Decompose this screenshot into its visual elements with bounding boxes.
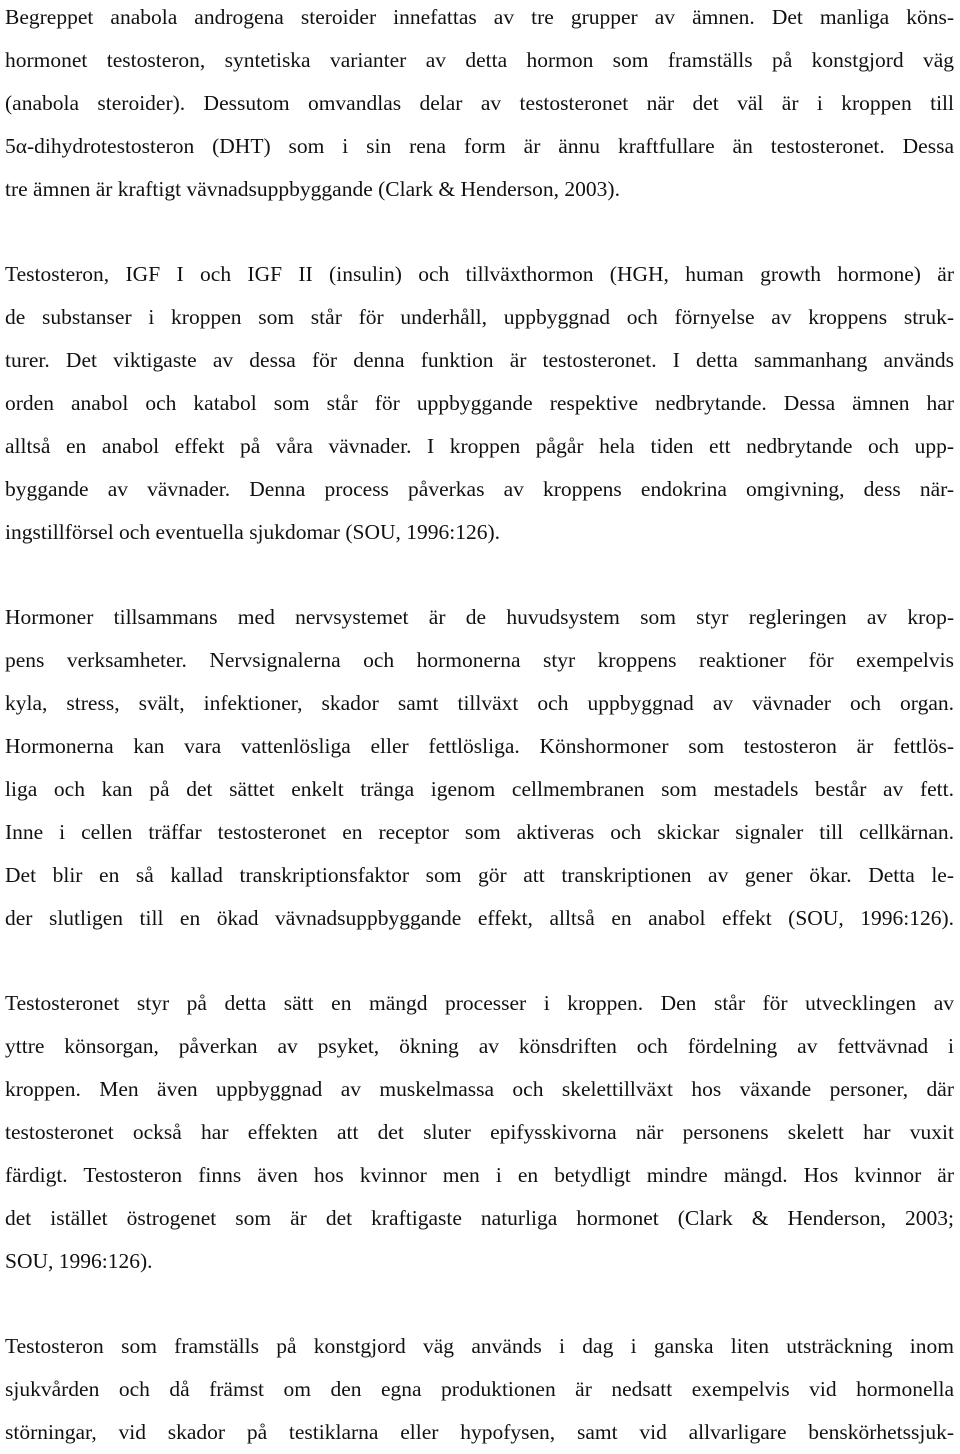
text-line: Hormonerna kan vara vattenlösliga eller fettlösliga. Könshormoner som testosteron är fettlös- — [5, 734, 954, 758]
text-line: Testosteronet styr på detta sätt en mängd processer i kroppen. Den står för utvecklingen av — [5, 991, 954, 1015]
text-line: tre ämnen är kraftigt vävnadsuppbyggande (Clark & Henderson, 2003). — [5, 177, 620, 201]
text-line: Det blir en så kallad transkriptionsfaktor som gör att transkriptionen av gener ökar. Detta le- — [5, 863, 954, 887]
text-line: kroppen. Men även uppbyggnad av muskelmassa och skelettillväxt hos växande personer, där — [5, 1077, 954, 1101]
text-line: störningar, vid skador på testiklarna eller hypofysen, samt vid allvarligare benskörhetssjuk- — [5, 1420, 954, 1444]
text-line: Begreppet anabola androgena steroider innefattas av tre grupper av ämnen. Det manliga köns- — [5, 5, 954, 29]
text-line: hormonet testosteron, syntetiska varianter av detta hormon som framställs på konstgjord väg — [5, 48, 954, 72]
text-line: pens verksamheter. Nervsignalerna och hormonerna styr kroppens reaktioner för exempelvis — [5, 648, 954, 672]
text-line: yttre könsorgan, påverkan av psyket, ökning av könsdriften och fördelning av fettvävnad i — [5, 1034, 954, 1058]
text-line: ingstillförsel och eventuella sjukdomar (SOU, 1996:126). — [5, 520, 501, 544]
text-line: (anabola steroider). Dessutom omvandlas delar av testosteronet när det väl är i kroppen till — [5, 91, 954, 115]
text-line: kyla, stress, svält, infektioner, skador samt tillväxt och uppbyggnad av vävnader och organ. — [5, 691, 954, 715]
text-line: der slutligen till en ökad vävnadsuppbyggande effekt, alltså en anabol effekt (SOU, 1996:126). — [5, 906, 954, 930]
text-line: Testosteron, IGF I och IGF II (insulin) och tillväxthormon (HGH, human growth hormone) är — [5, 262, 954, 286]
text-line: orden anabol och katabol som står för uppbyggande respektive nedbrytande. Dessa ämnen har — [5, 391, 954, 415]
text-line: testosteronet också har effekten att det sluter epifysskivorna när personens skelett har vuxit — [5, 1120, 954, 1144]
text-line: sjukvården och då främst om den egna produktionen är nedsatt exempelvis vid hormonella — [5, 1377, 954, 1401]
text-line: Testosteron som framställs på konstgjord väg används i dag i ganska liten utsträckning inom — [5, 1334, 954, 1358]
text-line: Inne i cellen träffar testosteronet en receptor som aktiveras och skickar signaler till cellkärnan. — [5, 820, 954, 844]
text-line: liga och kan på det sättet enkelt tränga igenom cellmembranen som mestadels består av fett. — [5, 777, 954, 801]
text-line: 5α-dihydrotestosteron (DHT) som i sin rena form är ännu kraftfullare än testosteronet. Dessa — [5, 134, 954, 158]
text-line: det istället östrogenet som är det kraftigaste naturliga hormonet (Clark & Henderson, 2003; — [5, 1206, 954, 1230]
text-line: Hormoner tillsammans med nervsystemet är de huvudsystem som styr regleringen av krop- — [5, 605, 954, 629]
text-line: SOU, 1996:126). — [5, 1249, 153, 1273]
text-line: byggande av vävnader. Denna process påverkas av kroppens endokrina omgivning, dess när- — [5, 477, 954, 501]
text-line: alltså en anabol effekt på våra vävnader. I kroppen pågår hela tiden ett nedbrytande och upp- — [5, 434, 954, 458]
text-line: de substanser i kroppen som står för underhåll, uppbyggnad och förnyelse av kroppens struk- — [5, 305, 954, 329]
text-line: färdigt. Testosteron finns även hos kvinnor men i en betydligt mindre mängd. Hos kvinnor är — [5, 1163, 954, 1187]
text-line: turer. Det viktigaste av dessa för denna funktion är testosteronet. I detta sammanhang används — [5, 348, 954, 372]
